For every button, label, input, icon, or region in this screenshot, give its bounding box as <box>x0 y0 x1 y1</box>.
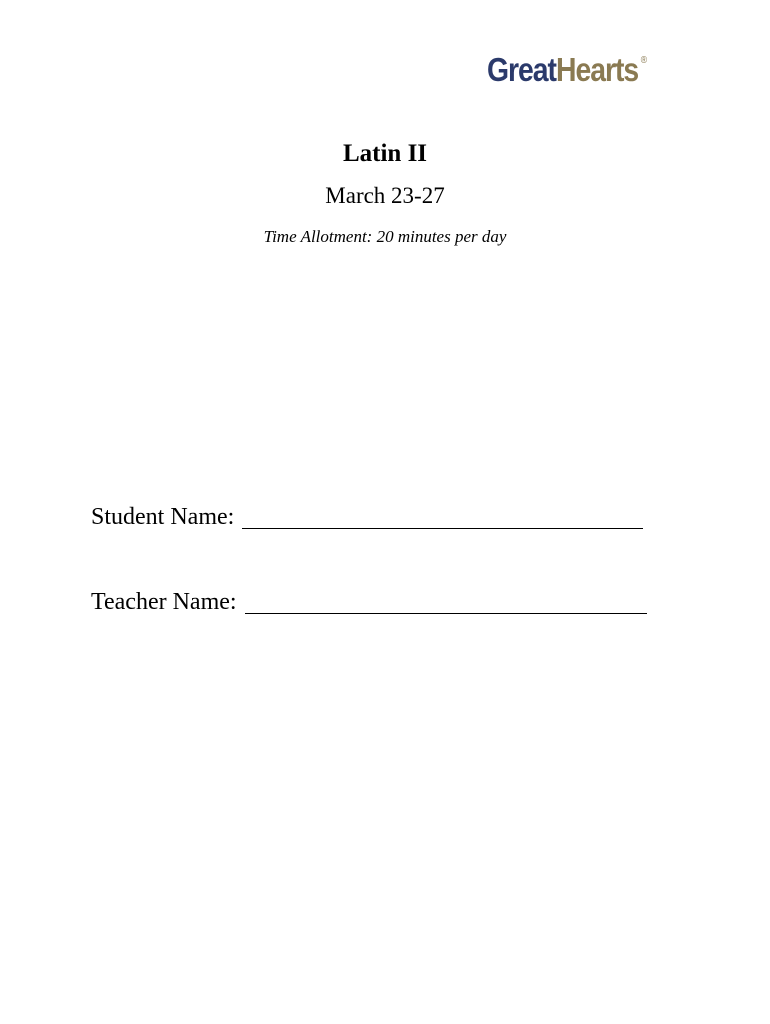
document-title: Latin II <box>342 140 428 167</box>
logo-great-text: Great <box>487 51 556 88</box>
logo-hearts-text: Hearts <box>555 51 639 88</box>
student-name-field <box>91 502 643 532</box>
teacher-name-label: Teacher Name: <box>91 589 237 615</box>
student-name-blank <box>242 506 643 529</box>
greathearts-logo <box>487 50 647 90</box>
teacher-name-field <box>91 587 647 617</box>
registered-mark-icon: ® <box>640 55 648 66</box>
student-name-label: Student Name: <box>91 504 235 530</box>
teacher-name-blank <box>245 591 647 614</box>
document-dates: March 23-27 <box>325 183 445 208</box>
time-allotment: Time Allotment: 20 minutes per day <box>263 227 507 246</box>
